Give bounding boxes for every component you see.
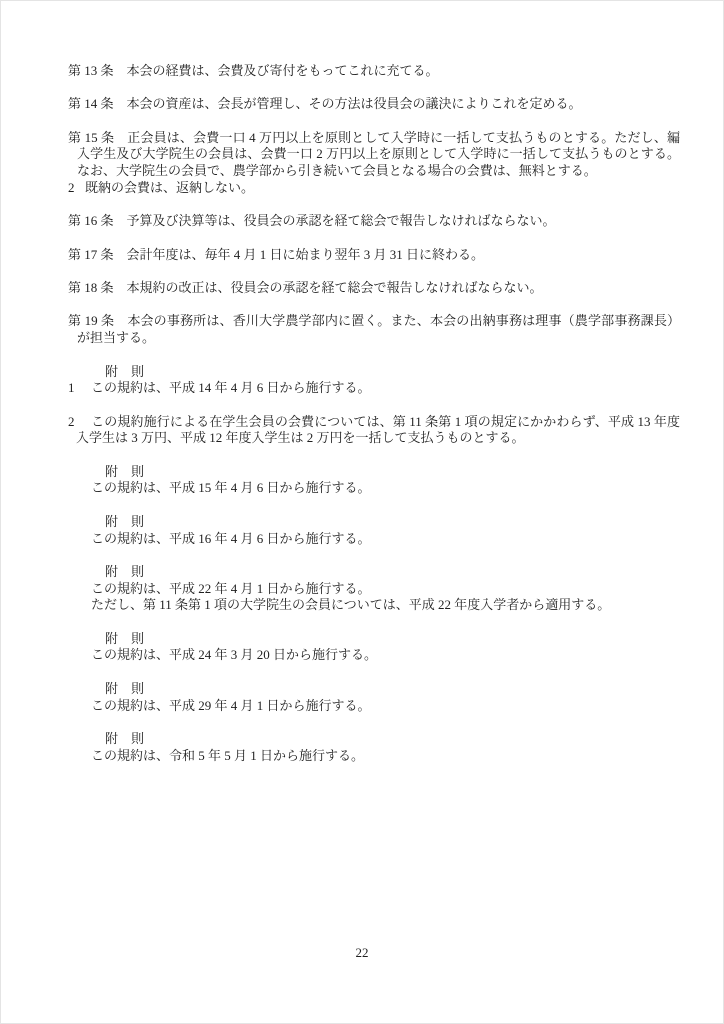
appendix-line-proviso: ただし、第 11 条第 1 項の大学院生の会員については、平成 22 年度入学者から適用する。 bbox=[91, 597, 611, 613]
appendix-label: 附 則 bbox=[105, 363, 145, 379]
appendix-label: 附 則 bbox=[105, 563, 145, 579]
appendix-r5 bbox=[68, 731, 680, 764]
item-text: この規約施行による在学生会員の会費については、第 11 条第 1 項の規定にかかわらず、平成 13 年度入学生は 3 万円、平成 12 年度入学生は 2 万円を一括して支払うものとする。 bbox=[76, 413, 680, 446]
appendix-line: この規約は、平成 24 年 3 月 20 日から施行する。 bbox=[91, 647, 378, 663]
appendix-h14 bbox=[68, 364, 680, 448]
appendix-h29 bbox=[68, 681, 680, 714]
item-number: 2 bbox=[68, 179, 75, 195]
article-18: 第 18 条 本規約の改正は、役員会の承認を経て総会で報告しなければならない。 bbox=[68, 280, 543, 296]
item-number: 1 bbox=[68, 380, 75, 396]
item-text: 既納の会費は、返納しない。 bbox=[85, 179, 255, 195]
appendix-line: この規約は、平成 29 年 4 月 1 日から施行する。 bbox=[91, 697, 371, 713]
appendix-line: この規約は、令和 5 年 5 月 1 日から施行する。 bbox=[91, 747, 365, 763]
appendix-item-2 bbox=[68, 414, 680, 447]
appendix-h15 bbox=[68, 464, 680, 497]
appendix-h24 bbox=[68, 631, 680, 664]
appendix-line: この規約は、平成 16 年 4 月 6 日から施行する。 bbox=[91, 530, 371, 546]
appendix-label: 附 則 bbox=[105, 463, 145, 479]
article-14: 第 14 条 本会の資産は、会長が管理し、その方法は役員会の議決によりこれを定める。 bbox=[68, 96, 582, 112]
article-19: 第 19 条 本会の事務所は、香川大学農学部内に置く。また、本会の出納事務は理事（農学部事務課長）が担当する。 bbox=[68, 313, 680, 346]
article-15-paragraph-2 bbox=[68, 180, 680, 197]
appendix-line: この規約は、平成 15 年 4 月 6 日から施行する。 bbox=[91, 480, 371, 496]
item-text: この規約は、平成 14 年 4 月 6 日から施行する。 bbox=[91, 380, 371, 396]
item-number: 2 bbox=[68, 413, 75, 429]
page-number: 22 bbox=[355, 945, 369, 960]
article-15: 第 15 条 正会員は、会費一口 4 万円以上を原則として入学時に一括して支払うものとする。ただし、編入学生及び大学院生の会員は、会費一口 2 万円以上を原則として入学時に一括して支払うものとする。なお、大学院生の会員で、農学部から引き続いて会員となる場合の会費は、無料とする。 bbox=[68, 129, 680, 179]
article-16: 第 16 条 予算及び決算等は、役員会の承認を経て総会で報告しなければならない。 bbox=[68, 213, 556, 229]
appendix-item-1 bbox=[68, 380, 680, 397]
article-17: 第 17 条 会計年度は、毎年 4 月 1 日に始まり翌年 3 月 31 日に終わる。 bbox=[68, 246, 485, 262]
appendix-line: この規約は、平成 22 年 4 月 1 日から施行する。 bbox=[91, 580, 371, 596]
appendix-h22 bbox=[68, 564, 680, 614]
appendix-label: 附 則 bbox=[105, 680, 145, 696]
appendix-label: 附 則 bbox=[105, 630, 145, 646]
regulation-body bbox=[68, 63, 680, 764]
article-13: 第 13 条 本会の経費は、会費及び寄付をもってこれに充てる。 bbox=[68, 63, 439, 78]
appendix-h16 bbox=[68, 514, 680, 547]
appendix-label: 附 則 bbox=[105, 730, 145, 746]
appendix-label: 附 則 bbox=[105, 513, 145, 529]
